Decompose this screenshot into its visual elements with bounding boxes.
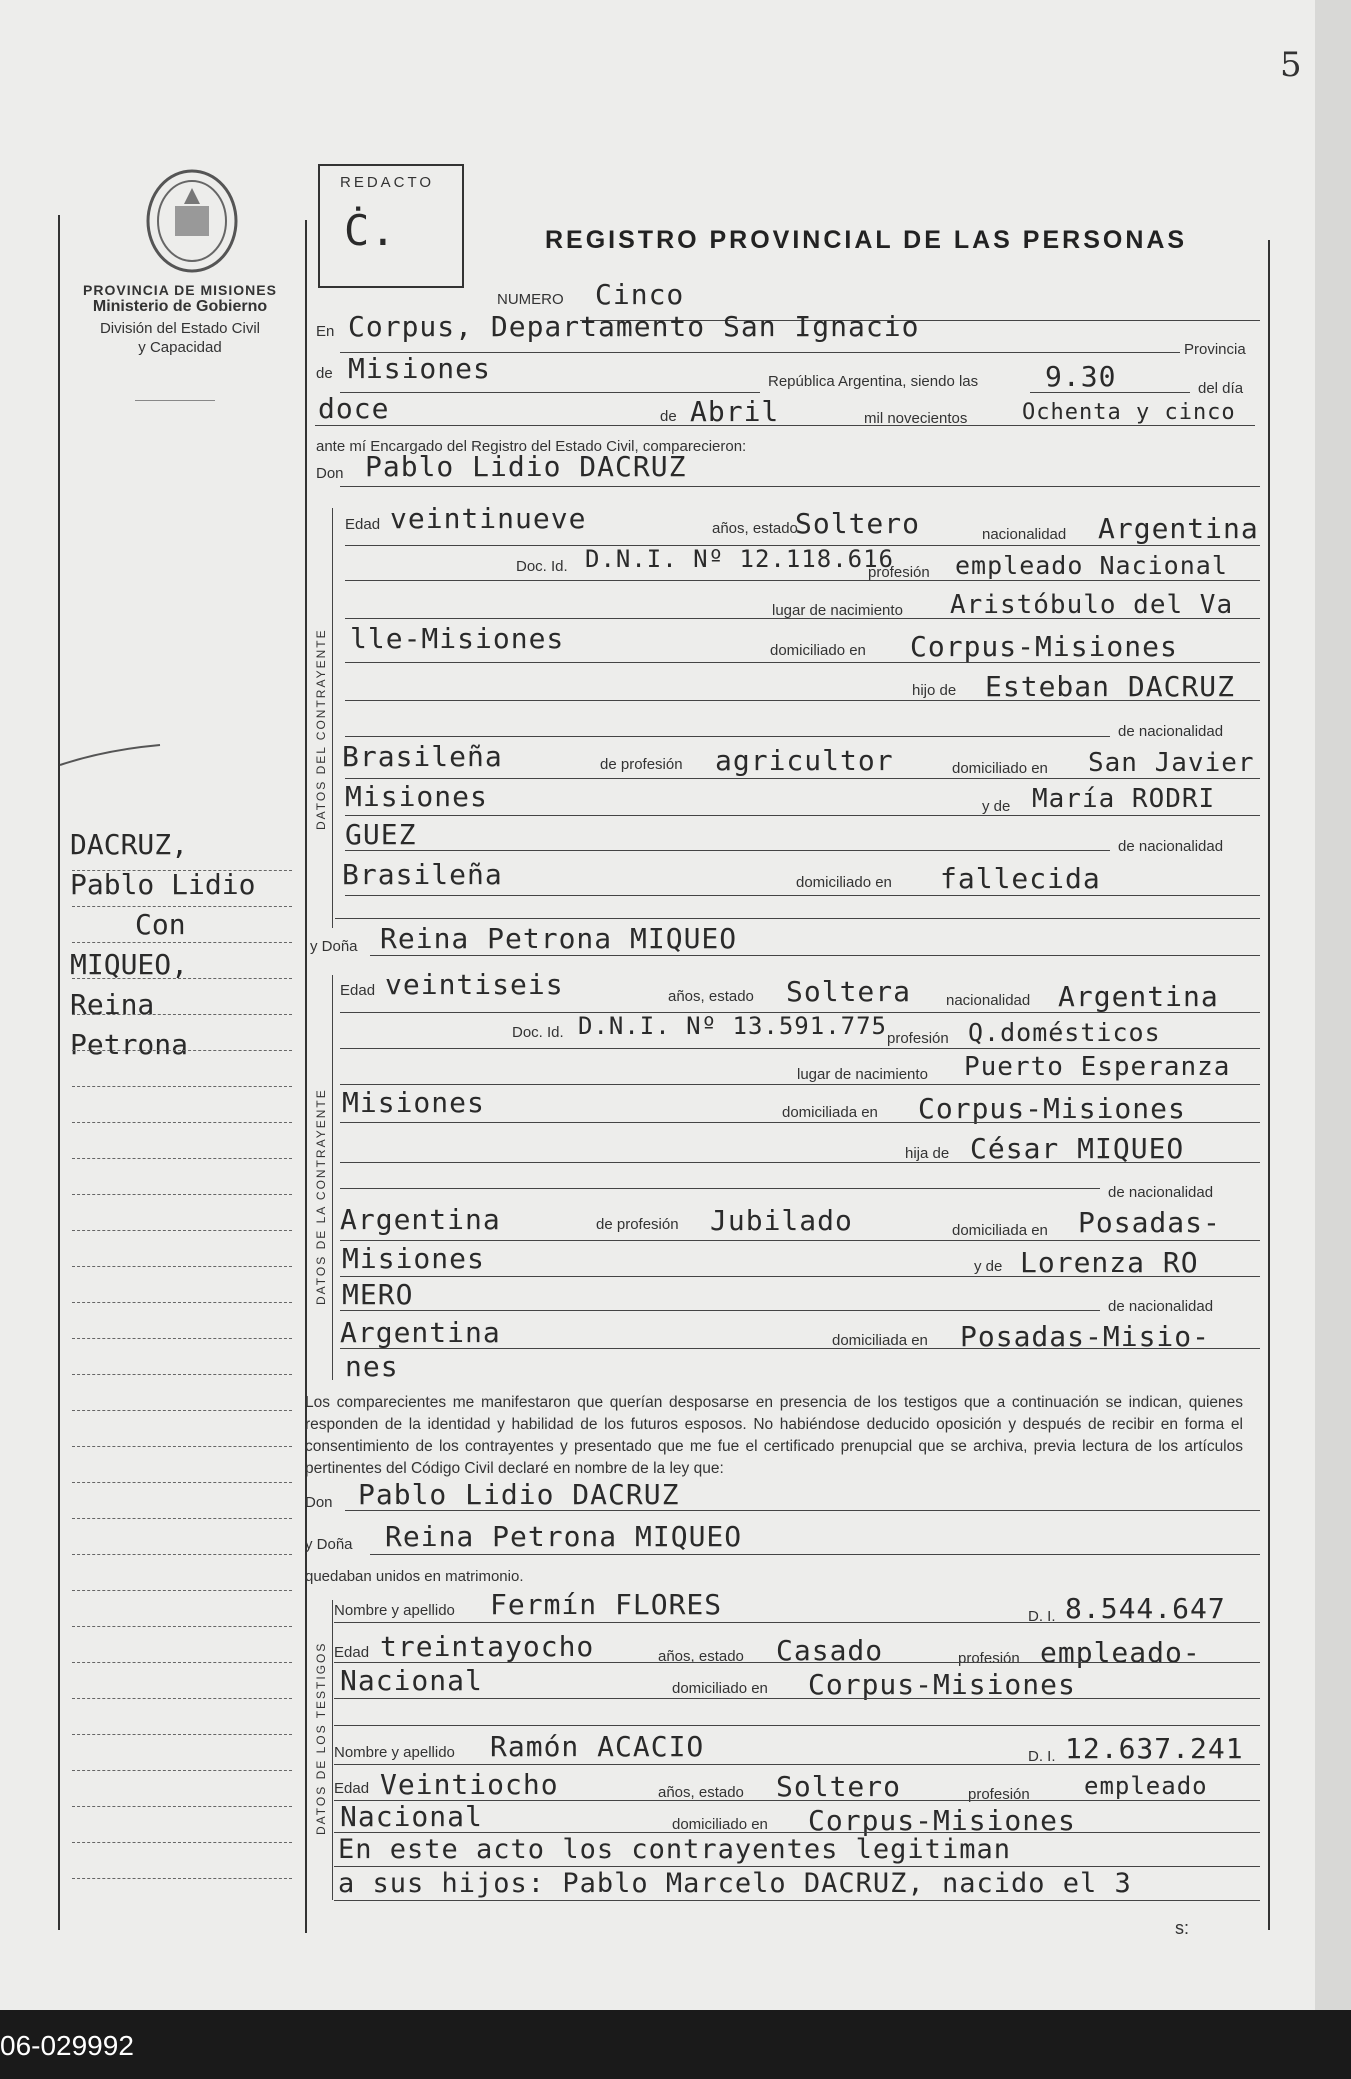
rule [340, 1276, 1260, 1277]
section-label-testigos: DATOS DE LOS TESTIGOS [314, 1641, 328, 1835]
testigo-1-dom: Corpus-Misiones [808, 1668, 1076, 1701]
de-nacionalidad-label-2: de nacionalidad [1118, 838, 1224, 855]
testigo-1-prof-2: Nacional [340, 1664, 483, 1697]
rule [345, 618, 1260, 619]
rule [370, 1554, 1260, 1555]
rule [334, 1662, 1260, 1663]
footer-id: 06-029992 [0, 2030, 134, 2061]
document-title: REGISTRO PROVINCIAL DE LAS PERSONAS [545, 226, 1188, 254]
profesion-label: profesión [868, 564, 930, 581]
margin-dash-line [72, 1626, 292, 1627]
rule [334, 1866, 1260, 1867]
province-name: PROVINCIA DE MISIONES [83, 282, 277, 298]
rule [345, 736, 1110, 737]
edad-label-4: Edad [334, 1780, 370, 1797]
margin-dash-line [72, 1698, 292, 1699]
margin-name-line: Con [135, 908, 186, 941]
rule [334, 1764, 1260, 1765]
anio-value: Ochenta y cinco [1022, 400, 1236, 425]
contrayente-nacionalidad: Argentina [1098, 512, 1259, 545]
rule [334, 1698, 1260, 1699]
ante-label: ante mí Encargado del Registro del Estado Civil, comparecieron: [316, 438, 747, 455]
contrayenta-padre-prof: Jubilado [710, 1204, 853, 1237]
testigo-2-edad: Veintiocho [380, 1768, 559, 1801]
domiciliado-label-2: domiciliado en [796, 874, 892, 891]
contrayenta-name: Reina Petrona MIQUEO [380, 922, 738, 955]
contrayenta-padre-dom-2: Misiones [342, 1242, 485, 1275]
anos-label: años, estado [712, 520, 798, 537]
redacto-box [318, 164, 464, 288]
mes-label: de [660, 408, 677, 425]
contrayente-padre-prof: agricultor [715, 744, 894, 777]
hijo-label: hijo de [912, 682, 957, 699]
contrayenta-edad: veintiseis [385, 968, 564, 1001]
nacionalidad-label: nacionalidad [982, 526, 1067, 543]
anos-label-2: años, estado [668, 988, 754, 1005]
margin-dash-line [72, 1302, 292, 1303]
rule [340, 1240, 1260, 1241]
contrayente-lugar-nac-2: lle-Misiones [350, 622, 565, 655]
rule [340, 1048, 1260, 1049]
testigo-1-nombre: Fermín FLORES [490, 1588, 723, 1621]
dona-label-2: y Doña [305, 1536, 353, 1553]
margin-stroke [55, 740, 165, 770]
rule [340, 1122, 1260, 1123]
section-label-contrayente: DATOS DEL CONTRAYENTE [314, 628, 328, 830]
padre-dom-label: domiciliada en [952, 1222, 1048, 1239]
profesion-label-3: profesión [958, 1650, 1020, 1667]
de-label: de [316, 365, 333, 382]
testigo-1-estado: Casado [776, 1634, 884, 1667]
mil-label: mil novecientos [864, 410, 968, 427]
testigo-2-estado: Soltero [776, 1770, 902, 1803]
rule [345, 815, 1260, 816]
testigo-1-di: 8.544.647 [1065, 1592, 1226, 1625]
rule [334, 1832, 1260, 1833]
contrayenta-padre: César MIQUEO [970, 1132, 1185, 1165]
doc-label: Doc. Id. [516, 558, 568, 575]
testigos-bracket [332, 1600, 333, 1900]
rule [340, 486, 1260, 487]
contrayenta-nacionalidad: Argentina [1058, 980, 1219, 1013]
margin-dash-line [72, 978, 292, 979]
anos-label-4: años, estado [658, 1784, 744, 1801]
contrayente-padre: Esteban DACRUZ [985, 670, 1236, 703]
contrayenta-doc: D.N.I. Nº 13.591.775 [578, 1012, 887, 1040]
margin-dash-line [72, 1410, 292, 1411]
contrayente-padre-dom-2: Misiones [345, 780, 488, 813]
rule [340, 1084, 1260, 1085]
rule [340, 1162, 1260, 1163]
margin-name-line: Pablo Lidio [70, 868, 256, 901]
contrayenta-padre-dom: Posadas- [1078, 1206, 1221, 1239]
domiciliada-label-3: domiciliada en [832, 1332, 928, 1349]
contrayente-padre-nac: Brasileña [342, 740, 503, 773]
left-frame-line [58, 215, 60, 1930]
en-label: En [316, 323, 335, 340]
right-frame-line [1268, 240, 1270, 1930]
contrayente-name: Pablo Lidio DACRUZ [365, 450, 687, 483]
di-label-2: D. I. [1028, 1748, 1056, 1765]
rule [334, 1725, 1260, 1726]
contrayente-doc: D.N.I. Nº 12.118.616 [585, 545, 894, 573]
page-number: 5 [1280, 45, 1302, 85]
margin-dash-line [72, 1014, 292, 1015]
rule [345, 850, 1110, 851]
rule [345, 1510, 1260, 1511]
margin-dash-line [72, 1518, 292, 1519]
de-profesion-label-2: de profesión [596, 1216, 679, 1233]
margin-dash-line [72, 1590, 292, 1591]
rule [1030, 392, 1190, 393]
contrayente-bracket [332, 508, 333, 928]
margin-dash-line [72, 1194, 292, 1195]
contrayente-madre: María RODRI [1032, 784, 1216, 814]
rule [340, 1310, 1100, 1311]
margin-dash-line [72, 1770, 292, 1771]
redacto-label: REDACTO [340, 174, 435, 191]
edad-label-3: Edad [334, 1644, 370, 1661]
hora-value: 9.30 [1045, 360, 1117, 393]
continues-mark: s: [1175, 1918, 1190, 1938]
rule [345, 895, 1260, 896]
margin-dash-line [72, 1842, 292, 1843]
sheet-edge [1315, 0, 1351, 2010]
domiciliado-label: domiciliado en [952, 760, 1048, 777]
nombre-label-2: Nombre y apellido [334, 1744, 455, 1761]
margin-dash-line [72, 1266, 292, 1267]
don-label: Don [316, 465, 344, 482]
rule [345, 778, 1260, 779]
quedaban-text: quedaban unidos en matrimonio. [305, 1568, 524, 1585]
margin-name-line: DACRUZ, [70, 828, 189, 861]
contrayenta-padre-nac: Argentina [340, 1203, 501, 1236]
ministry-name: Ministerio de Gobierno [92, 298, 268, 315]
rule [334, 1900, 1260, 1901]
contrayenta-madre-dom: Posadas-Misio- [960, 1320, 1211, 1353]
profesion-label-4: profesión [968, 1786, 1030, 1803]
nombre-label: Nombre y apellido [334, 1602, 455, 1619]
contrayenta-lugar-nac-2: Misiones [342, 1086, 485, 1119]
margin-dash-line [72, 1230, 292, 1231]
redacto-mark: Ċ. [344, 206, 397, 255]
inner-frame-line [305, 220, 307, 1933]
issuing-authority [60, 282, 300, 356]
rule [340, 392, 760, 393]
contrayenta-lugar-nac: Puerto Esperanza [964, 1052, 1231, 1082]
declaration-dona: Reina Petrona MIQUEO [385, 1520, 743, 1553]
margin-dash-line [72, 1086, 292, 1087]
testigo-2-prof-2: Nacional [340, 1800, 483, 1833]
margin-dash-line [72, 1662, 292, 1663]
rule [345, 662, 1260, 663]
profesion-label-2: profesión [887, 1030, 949, 1047]
contrayenta-estado: Soltera [786, 975, 912, 1008]
testigo-2-di: 12.637.241 [1065, 1732, 1244, 1765]
contrayenta-domicilio: Corpus-Misiones [918, 1092, 1186, 1125]
divider [135, 400, 215, 401]
testigo-2-dom: Corpus-Misiones [808, 1804, 1076, 1837]
y-de-label-2: y de [974, 1258, 1003, 1275]
lugar-value: Corpus, Departamento San Ignacio [348, 310, 920, 343]
edad-label-2: Edad [340, 982, 376, 999]
contrayente-profesion: empleado Nacional [955, 551, 1228, 580]
margin-dash-line [72, 942, 292, 943]
anos-label-3: años, estado [658, 1648, 744, 1665]
margin-name-line: MIQUEO, [70, 948, 189, 981]
contrayenta-madre-nac: Argentina [340, 1316, 501, 1349]
contrayenta-madre-2: MERO [342, 1278, 414, 1311]
lugar-nac-label-2: lugar de nacimiento [797, 1066, 928, 1083]
section-label-contrayenta: DATOS DE LA CONTRAYENTE [314, 1088, 328, 1305]
di-label: D. I. [1028, 1608, 1056, 1625]
declaration-text: Los comparecientes me manifestaron que querían desposarse en presencia de los testigos que a continuación se indican, quienes responden de la identidad y habilidad de los futuros esposos. No habiéndose deducido oposición y después de recibir en forma el consentimiento de los contrayentes y presentado que me fue el certificado prenupcial que se archiva, previa lectura de los artículos pertinentes del Código Civil declaré en nombre de la ley que: [305, 1394, 1243, 1477]
rule [340, 1188, 1100, 1189]
rule [340, 1348, 1260, 1349]
margin-dash-line [72, 1050, 292, 1051]
de-nacionalidad-label-4: de nacionalidad [1108, 1298, 1214, 1315]
contrayente-madre-nac: Brasileña [342, 858, 503, 891]
margin-annotation [70, 828, 255, 1068]
de-nacionalidad-label-3: de nacionalidad [1108, 1184, 1214, 1201]
contrayente-domicilio: Corpus-Misiones [910, 630, 1178, 663]
margin-dash-line [72, 1734, 292, 1735]
province-seal-icon [142, 166, 242, 276]
contrayenta-madre-dom-2: nes [345, 1350, 399, 1383]
contrayente-lugar-nac: Aristóbulo del Va [950, 590, 1234, 620]
provincia-label: Provincia [1184, 341, 1246, 358]
rule [345, 700, 1260, 701]
testigo-2-nombre: Ramón ACACIO [490, 1730, 705, 1763]
rule [334, 1622, 1260, 1623]
declaration-don: Pablo Lidio DACRUZ [358, 1478, 680, 1511]
y-de-label: y de [982, 798, 1011, 815]
margin-dash-line [72, 1806, 292, 1807]
margin-dash-line [72, 1374, 292, 1375]
nota-line-2: a sus hijos: Pablo Marcelo DACRUZ, nacido el 3 [338, 1868, 1132, 1899]
del-dia-label: del día [1198, 380, 1244, 397]
testigo-1-edad: treintayocho [380, 1630, 595, 1663]
margin-name-line: Petrona [70, 1028, 189, 1061]
margin-dash-line [72, 906, 292, 907]
testigo-2-prof: empleado [1084, 1772, 1208, 1800]
domiciliado-label-3: domiciliado en [672, 1680, 768, 1697]
rule [345, 580, 1260, 581]
margin-dash-line [72, 1482, 292, 1483]
margin-dash-line [72, 1554, 292, 1555]
contrayenta-profesion: Q.domésticos [968, 1018, 1161, 1047]
margin-dash-line [72, 1338, 292, 1339]
rule [370, 955, 1260, 956]
dia-value: doce [318, 392, 390, 425]
provincia-value: Misiones [348, 352, 491, 385]
contrayenta-bracket [332, 975, 333, 1380]
margin-name-line: Reina [70, 988, 155, 1021]
lugar-nac-label: lugar de nacimiento [772, 602, 903, 619]
margin-dash-line [72, 1158, 292, 1159]
rule [335, 918, 1260, 919]
domiciliado-label-4: domiciliado en [672, 1816, 768, 1833]
margin-dash-line [72, 1878, 292, 1879]
division-name: División del Estado Civil [99, 320, 261, 337]
domicilio-label-2: domiciliada en [782, 1104, 878, 1121]
doc-label-2: Doc. Id. [512, 1024, 564, 1041]
republica-label: República Argentina, siendo las [768, 373, 979, 390]
mes-value: Abril [690, 395, 780, 428]
contrayente-padre-dom: San Javier [1088, 748, 1255, 778]
nota-line-1: En este acto los contrayentes legitiman [338, 1834, 1011, 1865]
hija-label: hija de [905, 1145, 950, 1162]
contrayenta-madre: Lorenza RO [1020, 1246, 1199, 1279]
numero-label: NUMERO [497, 291, 564, 308]
testigo-1-prof: empleado- [1040, 1636, 1201, 1669]
numero-value: Cinco [595, 278, 685, 311]
edad-label: Edad [345, 516, 381, 533]
don-label-2: Don [305, 1494, 333, 1511]
division-name-2: y Capacidad [138, 339, 222, 356]
domicilio-label: domiciliado en [770, 642, 866, 659]
dona-label: y Doña [310, 938, 358, 955]
de-profesion-label: de profesión [600, 756, 683, 773]
margin-dash-line [72, 870, 292, 871]
rule [315, 425, 1255, 426]
de-nacionalidad-label: de nacionalidad [1118, 723, 1224, 740]
contrayente-edad: veintinueve [390, 502, 587, 535]
contrayente-madre-2: GUEZ [345, 818, 417, 851]
margin-dash-line [72, 1122, 292, 1123]
nacionalidad-label-2: nacionalidad [946, 992, 1031, 1009]
margin-dash-line [72, 1446, 292, 1447]
contrayente-madre-dom: fallecida [940, 862, 1101, 895]
contrayente-estado: Soltero [795, 507, 921, 540]
